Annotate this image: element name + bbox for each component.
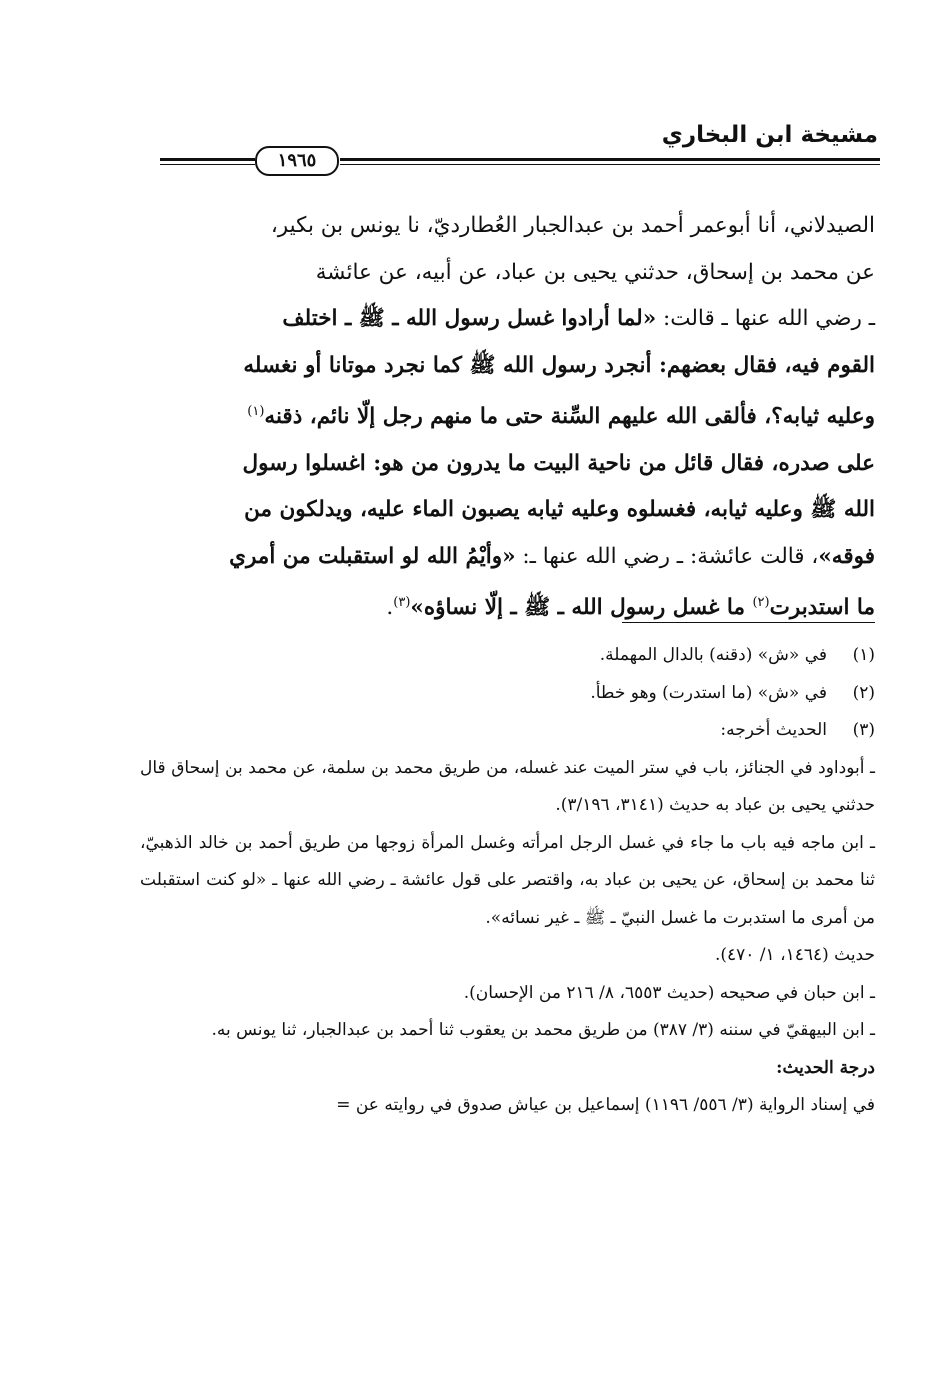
footnote-ref: (٣) [393,595,411,611]
source-ibn-majah-ref: حديث (١٤٦٤، ١/ ٤٧٠). [714,945,875,965]
text-line: عن محمد بن إسحاق، حدثني يحيى بن عباد، عن أبيه، عن عائشة [315,259,875,285]
text-line: الصيدلاني، أنا أبوعمر أحمد بن عبدالجبار العُطارديّ، نا يونس بن بكير، [270,213,875,238]
footnote-ref: (٢) [752,595,770,611]
hadith-quote: «لما أرادوا غسل رسول الله ـ ﷺ ـ اختلف [282,306,657,331]
text-line: ما استدبرت$^{(٢)}$ ما غسل رسول الله ـ ﷺ ـ إلّا نساؤه»$^{(٣)}$. [386,595,875,621]
text-line: القوم فيه، فقال بعضهم: أنجرد رسول الله ﷺ كما نجرد موتانا أو نغسله [243,352,875,378]
footnote-1 [140,637,875,675]
text-line: وعليه ثيابه؟، فألقى الله عليهم السِّنة حتى ما منهم رجل إلّا نائم، ذقنه$^{(١)}$ [247,404,875,430]
text-line: الله ﷺ وعليه ثيابه، فغسلوه وعليه ثيابه يصبون الماء عليه، ويدلكون من [244,497,875,523]
footnote-ref: (١) [247,404,265,419]
page-number: ١٩٦٥ [255,146,339,176]
footnote-number: (٢) [852,682,875,703]
page-header [150,120,880,180]
source-ibn-majah: ـ ابن ماجه فيه باب ما جاء في غسل الرجل امرأته وغسل المرأة زوجها من طريق أحمد بن خالد الذهبيّ، ثنا محمد بن إسحاق، عن يحيى بن عباد به، واقتصر على قول عائشة ـ رضي الله عنها ـ «لو كنت استقبلت من أمرى ما استدبرت ما غسل النبيّ ـ ﷺ ـ غير نسائه». [140,832,875,928]
header-rule-left [160,158,255,161]
main-text [150,203,875,632]
footnote-text: في «ش» (ما استدرت) وهو خطأ. [590,682,827,703]
footnote-3 [140,712,875,750]
text-line: فوقه»، قالت عائشة: ـ رضي الله عنها ـ: «وأيْمُ الله لو استقبلت من أمري [229,543,875,569]
header-rule-right [340,158,880,161]
header-rule-left-thin [160,164,255,165]
hadith-grade-text: في إسناد الرواية (٣/ ٥٥٦/ ١١٩٦) إسماعيل بن عياش صدوق في روايته عن = [336,1095,875,1115]
footnote-text: الحديث أخرجه: [720,720,827,740]
header-rule-right-thin [340,164,880,165]
footnote-text: في «ش» (دقنه) بالدال المهملة. [599,645,827,665]
footnotes [140,637,875,1125]
text-line: على صدره، فقال قائل من ناحية البيت ما يدرون من هو: اغسلوا رسول [242,450,875,476]
source-ibn-hibban: ـ ابن حبان في صحيحه (حديث ٦٥٥٣، ٨/ ٢١٦ من الإحسان). [463,982,875,1003]
text-line: ـ رضي الله عنها ـ قالت: «لما أرادوا غسل رسول الله ـ ﷺ ـ اختلف [282,306,875,331]
source-bayhaqi: ـ ابن البيهقيّ في سننه (٣/ ٣٨٧) من طريق محمد بن يعقوب ثنا أحمد بن عبدالجبار، ثنا يونس به. [211,1020,875,1040]
footnote-2 [140,675,875,713]
hadith-grade-heading: درجة الحديث: [776,1057,875,1078]
source-abu-dawud: ـ أبوداود في الجنائز، باب في ستر الميت عند غسله، من طريق محمد بن سلمة، عن محمد بن إسحاق قال حدثني يحيى بن عباد به حديث (٣١٤١، ٣/١٩٦). [140,757,875,815]
footnote-number: (١) [852,645,875,665]
book-title: مشيخة ابن البخاري [661,122,878,148]
footnote-separator [622,622,875,623]
footnote-number: (٣) [852,720,875,740]
